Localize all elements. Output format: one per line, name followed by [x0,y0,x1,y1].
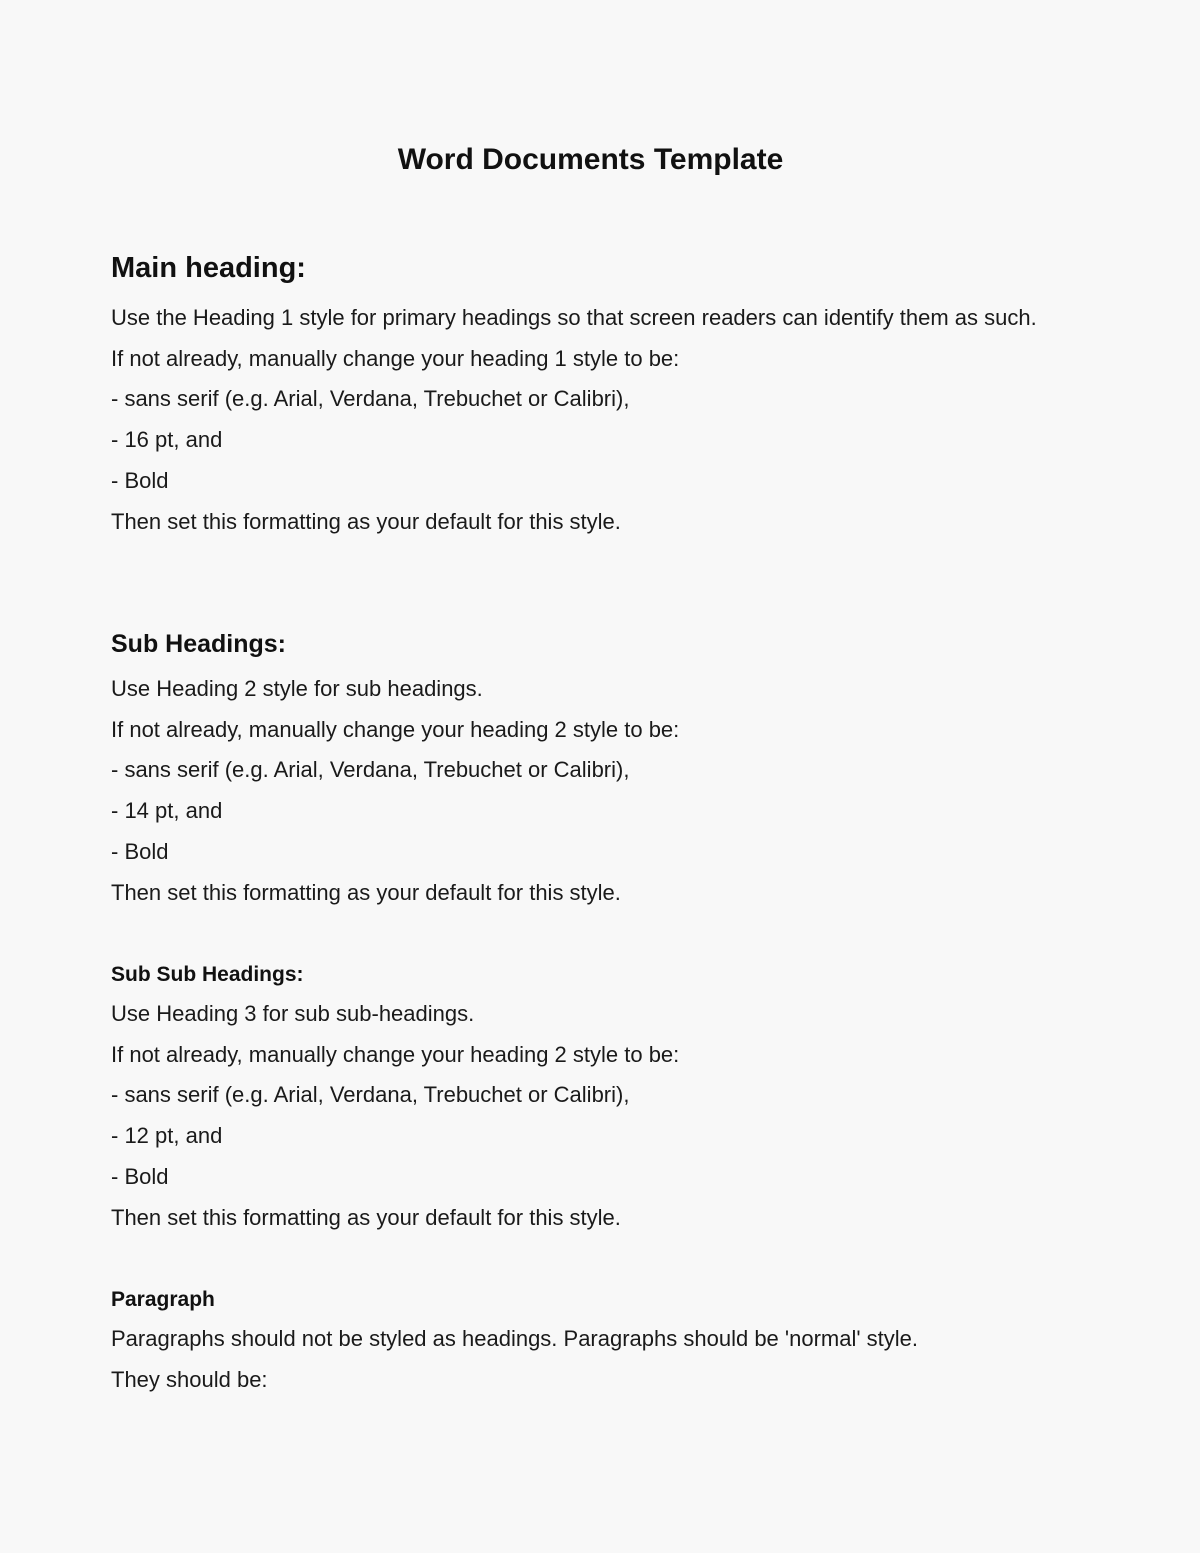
subsub-line-4: - 12 pt, and [111,1123,223,1149]
heading-sub-sub: Sub Sub Headings: [111,963,304,986]
section-main-heading [111,248,1071,542]
heading-sub: Sub Headings: [111,630,287,658]
section-paragraph [111,1285,1071,1400]
sub-line-3: - sans serif (e.g. Arial, Verdana, Trebuchet or Calibri), [111,757,630,783]
heading-main: Main heading: [111,252,306,284]
main-line-2: If not already, manually change your heading 1 style to be: [111,345,680,371]
document-title: Word Documents Template [397,143,784,176]
main-line-4: - 16 pt, and [111,427,223,453]
sub-line-5: - Bold [111,838,169,864]
paragraph-line-1: Paragraphs should not be styled as headings. Paragraphs should be 'normal' style. [111,1326,919,1351]
paragraph-line-2: They should be: [111,1366,268,1392]
sub-line-4: - 14 pt, and [111,798,223,824]
subsub-line-6: Then set this formatting as your default for this style. [111,1204,621,1230]
section-sub-headings [111,627,1071,913]
subsub-line-5: - Bold [111,1163,169,1189]
sub-line-6: Then set this formatting as your default for this style. [111,879,621,905]
main-line-6: Then set this formatting as your default for this style. [111,508,621,534]
sub-line-1: Use Heading 2 style for sub headings. [111,676,483,701]
heading-paragraph: Paragraph [111,1288,215,1311]
main-line-1: Use the Heading 1 style for primary headings so that screen readers can identify them as such. [111,305,1037,330]
main-line-3: - sans serif (e.g. Arial, Verdana, Trebuchet or Calibri), [111,386,630,412]
subsub-line-1: Use Heading 3 for sub sub-headings. [111,1001,475,1026]
section-sub-sub-headings [111,960,1071,1238]
subsub-line-3: - sans serif (e.g. Arial, Verdana, Trebuchet or Calibri), [111,1082,630,1108]
subsub-line-2: If not already, manually change your heading 2 style to be: [111,1041,680,1067]
main-line-5: - Bold [111,467,169,493]
sub-line-2: If not already, manually change your heading 2 style to be: [111,716,680,742]
